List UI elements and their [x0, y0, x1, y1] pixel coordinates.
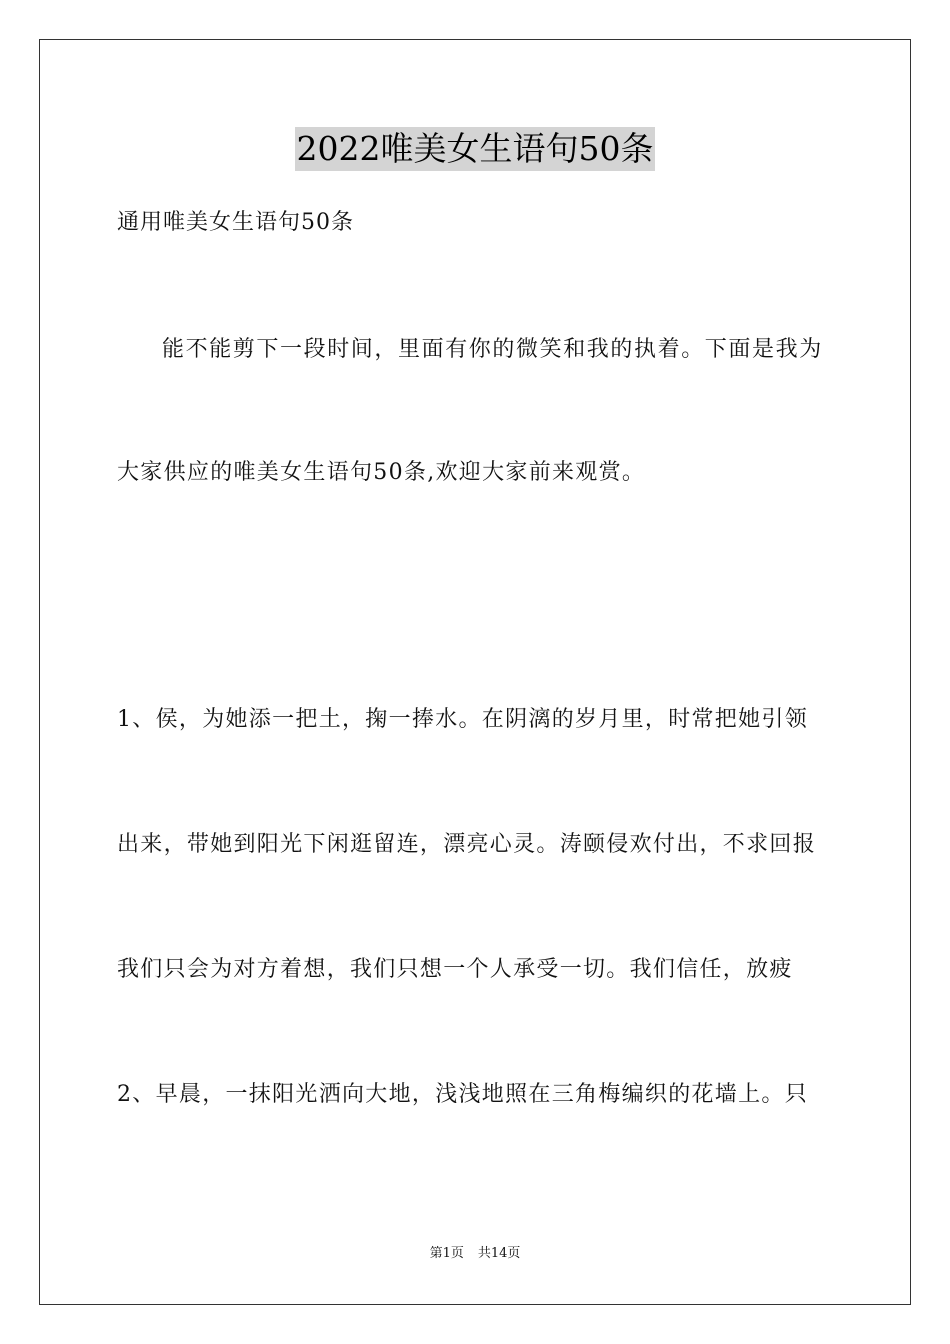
title-container: [0, 127, 950, 171]
page-number-current: 第1页: [429, 1246, 464, 1261]
document-subtitle: 通用唯美女生语句50条: [117, 210, 354, 235]
body-text-line: 出来，带她到阳光下闲逛留连，漂亮心灵。涛颐侵欢付出，不求回报: [117, 832, 817, 857]
document-title: 2022唯美女生语句50条: [295, 127, 656, 171]
intro-paragraph-line-1: 能不能剪下一段时间，里面有你的微笑和我的执着。下面是我为: [162, 337, 823, 362]
page-number-total: 共14页: [477, 1246, 521, 1261]
intro-paragraph-line-2: 大家供应的唯美女生语句50条,欢迎大家前来观赏。: [117, 460, 646, 485]
body-text-line: 我们只会为对方着想，我们只想一个人承受一切。我们信任，放疲: [117, 957, 793, 982]
body-text-line: 2、早晨，一抹阳光洒向大地，浅浅地照在三角梅编织的花墙上。只: [117, 1082, 808, 1107]
body-text-line: 1、侯，为她添一把土，掬一捧水。在阴漓的岁月里，时常把她引领: [117, 707, 808, 732]
page-footer: [0, 1245, 950, 1263]
